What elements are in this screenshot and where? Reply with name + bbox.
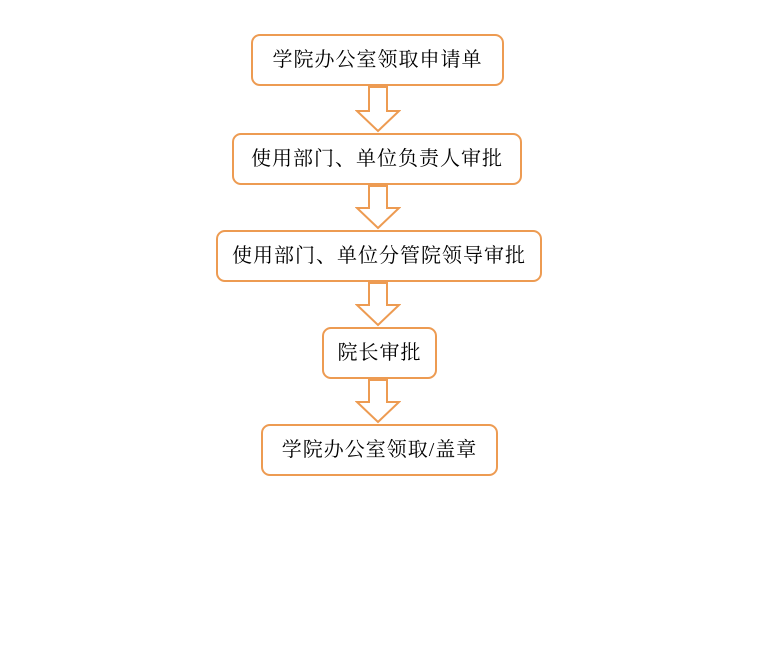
flow-node-label: 使用部门、单位分管院领导审批 bbox=[232, 245, 526, 267]
flow-node-department-head-approval[interactable] bbox=[232, 133, 522, 185]
flow-arrow-down-4 bbox=[355, 379, 401, 424]
flow-node-vice-president-approval[interactable] bbox=[216, 230, 542, 282]
flow-node-label: 院长审批 bbox=[337, 342, 422, 364]
flow-arrow-down-1 bbox=[355, 86, 401, 133]
flow-node-label: 学院办公室领取申请单 bbox=[272, 49, 483, 71]
flow-node-president-approval[interactable] bbox=[322, 327, 437, 379]
flow-node-label: 学院办公室领取/盖章 bbox=[281, 439, 478, 461]
flow-arrow-down-2 bbox=[355, 185, 401, 230]
flow-node-label: 使用部门、单位负责人审批 bbox=[251, 148, 503, 170]
flow-arrow-down-3 bbox=[355, 282, 401, 327]
flow-node-collect-and-stamp[interactable] bbox=[261, 424, 498, 476]
flow-node-apply-form[interactable] bbox=[251, 34, 504, 86]
